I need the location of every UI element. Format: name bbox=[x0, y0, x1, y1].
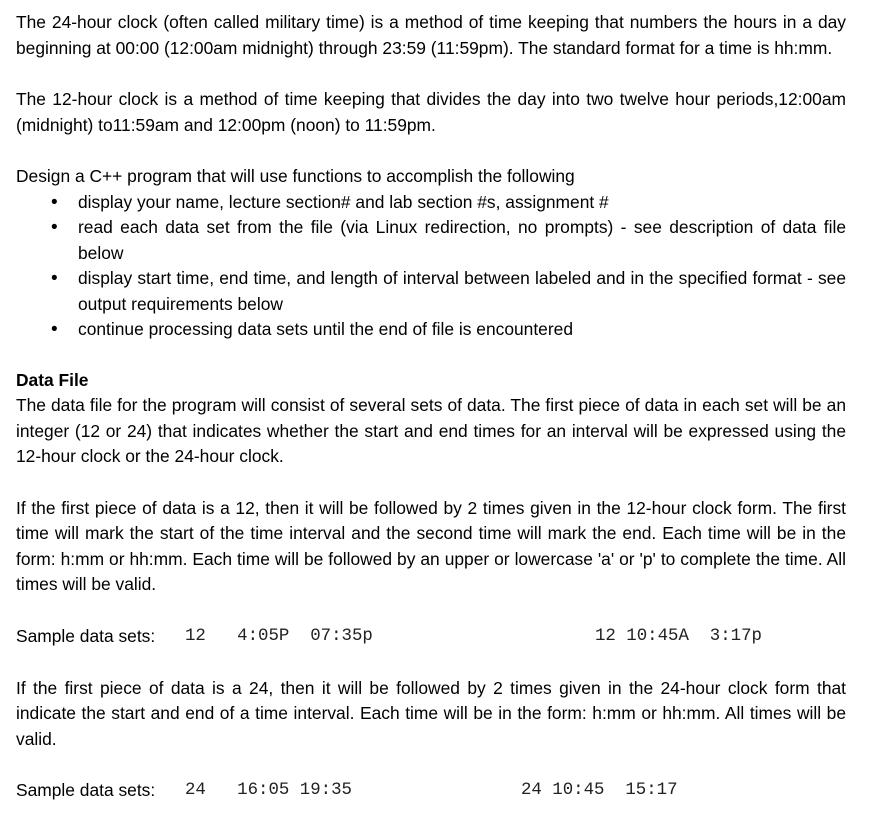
requirements-list bbox=[16, 190, 846, 343]
list-item: • continue processing data sets until the end of file is encountered bbox=[78, 317, 846, 343]
sample-set: 12 10:45A 3:17p bbox=[595, 626, 762, 646]
intro-paragraph-12h: The 12-hour clock is a method of time keeping that divides the day into two twelve hour periods,12:00am (midnight) to11:59am and 12:00pm (noon) to 11:59pm. bbox=[16, 89, 846, 135]
twelve-hour-paragraph: If the first piece of data is a 12, then it will be followed by 2 times given in the 12-hour clock form. The first time will mark the start of the time interval and the second time will mark the end. Each time will be in the form: h:mm or hh:mm. Each time will be followed by an upper or lowercase 'a' or 'p' to complete the time. All times will be valid. bbox=[16, 497, 846, 594]
design-lead: Design a C++ program that will use functions to accomplish the following bbox=[16, 166, 575, 186]
sample-label: Sample data sets: bbox=[16, 780, 156, 800]
section-heading-data-file: Data File bbox=[16, 369, 89, 390]
sample-label: Sample data sets: bbox=[16, 625, 156, 646]
data-file-paragraph: The data file for the program will consist of several sets of data. The first piece of data in each set will be an integer (12 or 24) that indicates whether the start and end times for an interval will be expressed using the 12-hour clock or the 24-hour clock. bbox=[16, 395, 846, 466]
sample-24-line bbox=[16, 778, 846, 804]
document-body bbox=[16, 10, 846, 804]
list-item: • read each data set from the file (via Linux redirection, no prompts) - see description of data file below bbox=[78, 215, 846, 266]
sample-set: 12 4:05P 07:35p bbox=[185, 626, 373, 646]
twenty-four-hour-paragraph: If the first piece of data is a 24, then it will be followed by 2 times given in the 24-hour clock form that indicate the start and end of a time interval. Each time will be in the form: h:mm or hh:mm. All times will be valid. bbox=[16, 677, 846, 749]
sample-set: 24 16:05 19:35 bbox=[185, 781, 352, 800]
list-item: • display your name, lecture section# and lab section #s, assignment # bbox=[78, 190, 846, 216]
sample-12-line bbox=[16, 624, 846, 650]
sample-set: 24 10:45 15:17 bbox=[521, 781, 678, 800]
list-item: • display start time, end time, and length of interval between labeled and in the specified format - see output requirements below bbox=[78, 266, 846, 317]
intro-paragraph-24h: The 24-hour clock (often called military time) is a method of time keeping that numbers the hours in a day beginning at 00:00 (12:00am midnight) through 23:59 (11:59pm). The standard format for a time is hh:mm. bbox=[16, 12, 846, 58]
